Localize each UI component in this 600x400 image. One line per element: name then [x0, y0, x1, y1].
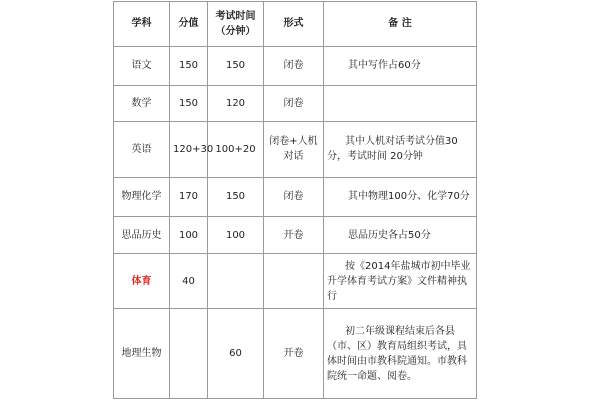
cell-note: 其中写作占60分 — [324, 46, 477, 85]
cell-form: 开卷 — [264, 217, 324, 254]
table-row — [114, 46, 477, 85]
cell-note: 其中物理100分、化学70分 — [324, 177, 477, 217]
cell-score: 40 — [170, 254, 208, 309]
cell-score: 120+30 — [170, 122, 208, 177]
cell-form: 闭卷 — [264, 46, 324, 85]
header-score: 分值 — [170, 2, 208, 47]
cell-form: 闭卷 — [264, 85, 324, 122]
table-row — [114, 122, 477, 177]
exam-schedule-table — [113, 1, 477, 399]
cell-time: 150 — [208, 177, 264, 217]
cell-subject: 思品历史 — [114, 217, 170, 254]
cell-score: 100 — [170, 217, 208, 254]
table-row — [114, 217, 477, 254]
cell-time: 120 — [208, 85, 264, 122]
cell-note: 按《2014年盐城市初中毕业升学体育考试方案》文件精神执行 — [324, 254, 477, 309]
table-row — [114, 254, 477, 309]
header-note: 备 注 — [324, 2, 477, 47]
cell-subject-highlighted: 体育 — [114, 254, 170, 309]
cell-time: 100 — [208, 217, 264, 254]
cell-form: 闭卷+人机对话 — [264, 122, 324, 177]
cell-note: 初二年级课程结束后各县（市、区）教育局组织考试，具体时间由市教科院通知。市教科院统一命题、阅卷。 — [324, 309, 477, 399]
table-header-row — [114, 2, 477, 47]
cell-form: 闭卷 — [264, 177, 324, 217]
cell-form — [264, 254, 324, 309]
cell-time: 60 — [208, 309, 264, 399]
table-row — [114, 177, 477, 217]
cell-subject: 语文 — [114, 46, 170, 85]
header-time: 考试时间 （分钟） — [208, 2, 264, 47]
cell-note: 其中人机对话考试分值30分，考试时间 20分钟 — [324, 122, 477, 177]
cell-score: 170 — [170, 177, 208, 217]
header-form: 形式 — [264, 2, 324, 47]
cell-time: 100+20 — [208, 122, 264, 177]
cell-note: 思品历史各占50分 — [324, 217, 477, 254]
cell-subject: 数学 — [114, 85, 170, 122]
table-row — [114, 309, 477, 399]
cell-form: 开卷 — [264, 309, 324, 399]
cell-subject: 英语 — [114, 122, 170, 177]
table-row — [114, 85, 477, 122]
cell-note — [324, 85, 477, 122]
cell-time: 150 — [208, 46, 264, 85]
cell-time — [208, 254, 264, 309]
cell-score: 150 — [170, 46, 208, 85]
cell-subject: 地理生物 — [114, 309, 170, 399]
cell-score — [170, 309, 208, 399]
cell-subject: 物理化学 — [114, 177, 170, 217]
header-subject: 学科 — [114, 2, 170, 47]
cell-score: 150 — [170, 85, 208, 122]
